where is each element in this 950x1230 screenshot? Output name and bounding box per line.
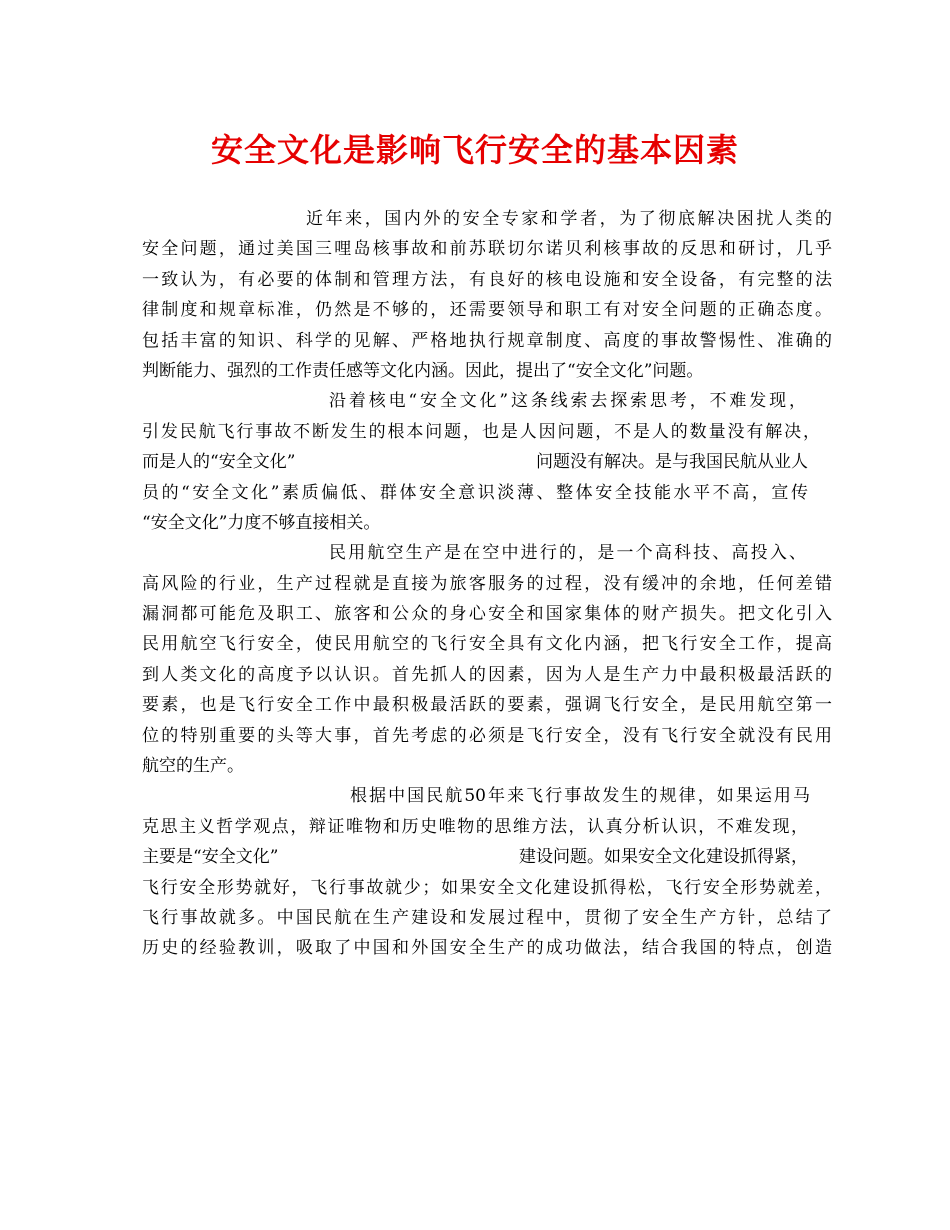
paragraph-line: 判断能力、强烈的工作责任感等文化内涵。因此，提出了“安全文化”问题。 — [142, 360, 704, 381]
paragraph-line: 沿着核电“安全文化”这条线索去探索思考，不难发现， — [329, 391, 806, 412]
paragraph-line: 要素，也是飞行安全工作中最积极最活跃的要素，强调飞行安全，是民用航空第一 — [142, 695, 832, 716]
paragraph-line: 一致认为，有必要的体制和管理方法，有良好的核电设施和安全设备，有完整的法 — [142, 269, 832, 290]
paragraph-line: 飞行事故就多。中国民航在生产建设和发展过程中，贯彻了安全生产方针，总结了 — [142, 907, 832, 928]
paragraph-line: 航空的生产。 — [142, 756, 244, 777]
paragraph-line: 高风险的行业，生产过程就是直接为旅客服务的过程，没有缓冲的余地，任何差错 — [142, 573, 832, 594]
paragraph-line: 民用航空生产是在空中进行的，是一个高科技、高投入、 — [329, 543, 806, 564]
paragraph-line: 员的“安全文化”素质偏低、群体安全意识淡薄、整体安全技能水平不高，宣传 — [142, 482, 808, 503]
page-title: 安全文化是影响飞行安全的基本因素 — [210, 131, 739, 169]
paragraph-line: 漏洞都可能危及职工、旅客和公众的身心安全和国家集体的财产损失。把文化引入 — [142, 604, 832, 625]
paragraph-line: 律制度和规章标准，仍然是不够的，还需要领导和职工有对安全问题的正确态度。 — [142, 300, 832, 321]
line-segment: 主要是“安全文化” — [142, 847, 279, 868]
line-segment: 问题没有解决。是与我国民航从业人 — [536, 452, 808, 473]
paragraph-4 — [142, 781, 832, 963]
paragraph-line: 位的特别重要的头等大事，首先考虑的必须是飞行安全，没有飞行安全就没有民用 — [142, 725, 832, 746]
paragraph-1 — [142, 204, 832, 386]
paragraph-line: 克思主义哲学观点，辩证唯物和历史唯物的思维方法，认真分析认识，不难发现， — [142, 816, 808, 837]
paragraph-line: 根据中国民航50年来飞行事故发生的规律，如果运用马 — [350, 786, 810, 807]
paragraph-line: 包括丰富的知识、科学的见解、严格地执行规章制度、高度的事故警惕性、准确的 — [142, 330, 832, 351]
paragraph-line: 近年来，国内外的安全专家和学者，为了彻底解决困扰人类的 — [306, 209, 832, 229]
document-body — [142, 204, 832, 964]
paragraph-line — [142, 447, 832, 477]
paragraph-line: 安全问题，通过美国三哩岛核事故和前苏联切尔诺贝利核事故的反思和研讨，几乎 — [142, 239, 832, 260]
paragraph-3 — [142, 538, 832, 781]
paragraph-line: 历史的经验教训，吸取了中国和外国安全生产的成功做法，结合我国的特点，创造 — [142, 938, 832, 959]
paragraph-line: 民用航空飞行安全，使民用航空的飞行安全具有文化内涵，把飞行安全工作，提高 — [142, 634, 832, 655]
paragraph-line — [142, 842, 832, 872]
paragraph-2 — [142, 386, 832, 538]
paragraph-line: 到人类文化的高度予以认识。首先抓人的因素，因为人是生产力中最积极最活跃的 — [142, 664, 832, 685]
paragraph-line: 飞行安全形势就好，飞行事故就少；如果安全文化建设抓得松，飞行安全形势就差， — [142, 877, 832, 898]
line-segment: 而是人的“安全文化” — [142, 452, 296, 473]
line-segment: 建设问题。如果安全文化建设抓得紧， — [519, 847, 808, 868]
paragraph-line: 引发民航飞行事故不断发生的根本问题，也是人因问题，不是人的数量没有解决， — [142, 421, 820, 442]
paragraph-line: “安全文化”力度不够直接相关。 — [142, 512, 381, 533]
